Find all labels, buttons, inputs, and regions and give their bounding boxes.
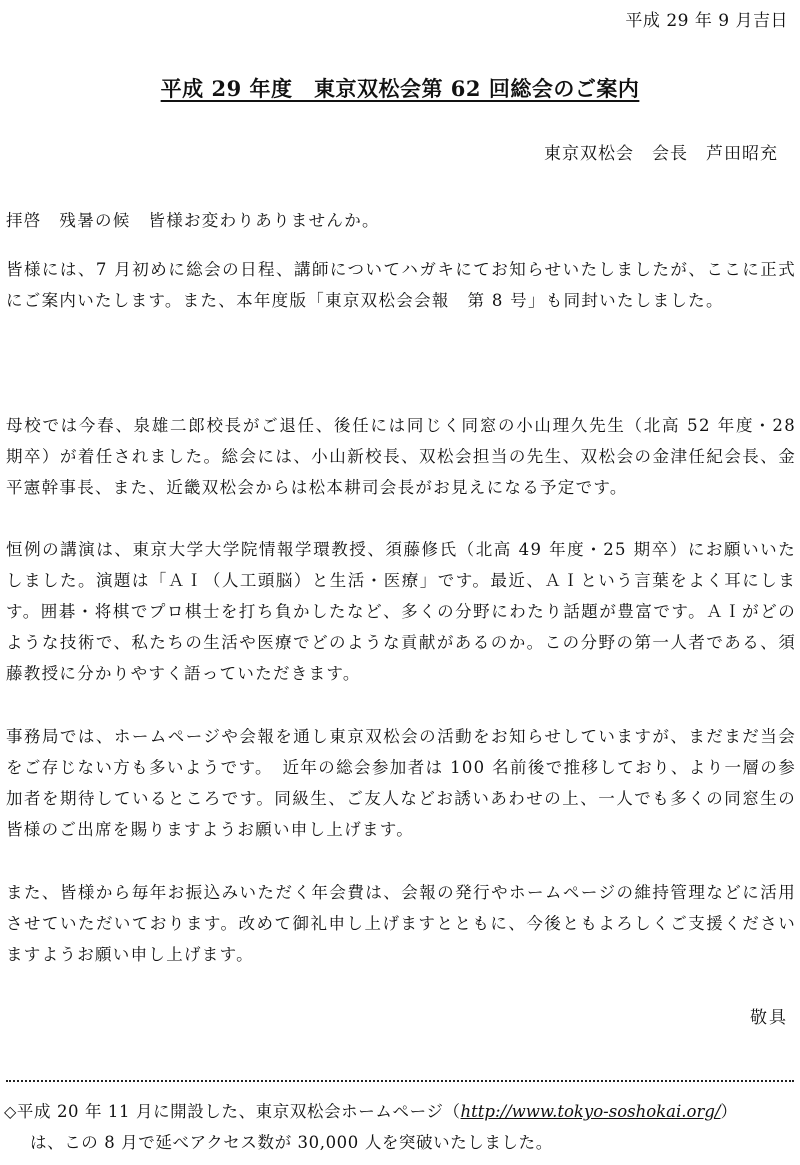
letter-date: 平成 29 年 9 月吉日 [625, 11, 788, 31]
homepage-url-link[interactable]: http://www.tokyo-soshokai.org/ [460, 1102, 721, 1121]
letter-title [0, 73, 800, 103]
paragraph-membership-fee: また、皆様から毎年お振込みいただく年会費は、会報の発行やホームページの維持管理などに活用させていただいております。改めて御礼申し上げますとともに、今後ともよろしくご支援くださいますようお願い申し上げます。 [6, 883, 796, 964]
paragraph-lecture: 恒例の講演は、東京大学大学院情報学環教授、須藤修氏（北高 49 年度・25 期卒）にお願いいたしました。演題は「ＡＩ（人工頭脳）と生活・医療」です。最近、ＡＩという言葉をよく耳にします。囲碁・将棋でプロ棋士を打ち負かしたなど、多くの分野にわたり話題が豊富です。ＡＩがどのような技術で、私たちの生活や医療でどのような貢献があるのか。この分野の第一人者である、須藤教授に分かりやすく語っていただきます。 [6, 540, 796, 683]
paragraph-secretariat: 事務局では、ホームページや会報を通し東京双松会の活動をお知らせしていますが、まだまだ当会をご存じない方も多いようです。 近年の総会参加者は 100 名前後で推移しており、より一層の参加者を期待しているところです。同級生、ご友人などお誘いあわせの上、一人でも多くの同窓生の皆様のご出席を賜りますようお願い申し上げます。 [6, 727, 796, 839]
paragraph-school-news: 母校では今春、泉雄二郎校長がご退任、後任には同じく同窓の小山理久先生（北高 52 年度・28 期卒）が着任されました。総会には、小山新校長、双松会担当の先生、双松会の金津任紀会長、金平憲幹事長、また、近畿双松会からは松本耕司会長がお見えになる予定です。 [6, 416, 796, 497]
closing-keigu: 敬具 [750, 1008, 788, 1028]
homepage-note-line1 [4, 1096, 796, 1127]
homepage-note [4, 1096, 796, 1158]
dotted-separator [6, 1080, 794, 1082]
greeting-line: 拝啓 残暑の候 皆様お変わりありませんか。 [6, 211, 380, 230]
diamond-bullet-icon: ◇ [4, 1102, 17, 1121]
homepage-note-close-paren: ） [720, 1102, 738, 1121]
homepage-note-line2: は、この 8 月で延べアクセス数が 30,000 人を突破いたしました。 [30, 1133, 553, 1152]
letter-sender: 東京双松会 会長 芦田昭充 [544, 144, 778, 164]
paragraph-announcement: 皆様には、7 月初めに総会の日程、講師についてハガキにてお知らせいたしましたが、ここに正式にご案内いたします。また、本年度版「東京双松会会報 第 8 号」も同封いたしました。 [6, 260, 796, 310]
homepage-note-text: 平成 20 年 11 月に開設した、東京双松会ホームページ（ [16, 1102, 461, 1121]
letter-title-text: 平成 29 年度 東京双松会第 62 回総会のご案内 [160, 76, 640, 101]
